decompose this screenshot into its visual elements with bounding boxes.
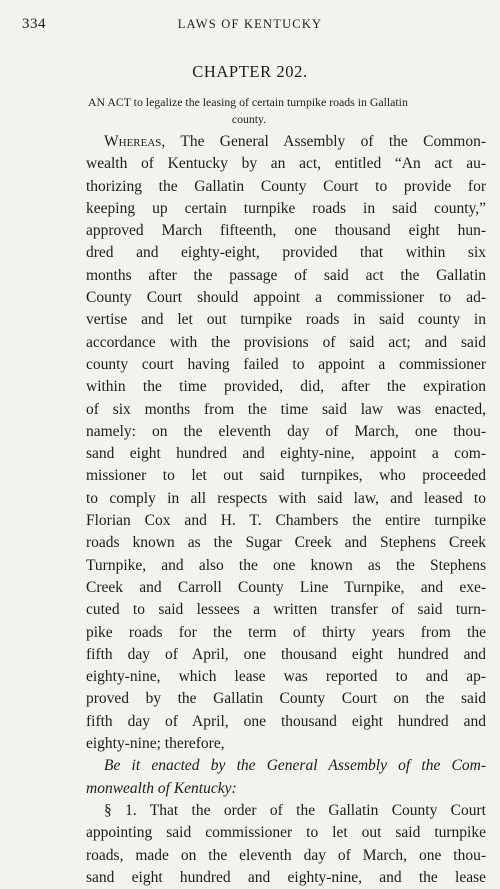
preamble-line: accordance with the provisions of said act; and said [86, 333, 486, 351]
section-line: appointing said commissioner to let out said turnpike [86, 824, 486, 842]
page-number: 334 [22, 16, 46, 32]
preamble-line: County Court should appoint a commissioner to ad- [86, 289, 486, 307]
section-line: § 1. That the order of the Gallatin County Court [104, 801, 486, 819]
preamble-line: approved March fifteenth, one thousand eight hun- [86, 222, 486, 240]
preamble-line: eighty-nine, which lease was reported to and ap- [86, 668, 486, 686]
preamble-line: months after the passage of said act the Gallatin [86, 266, 486, 284]
preamble-line: within the time provided, did, after the expiration [86, 378, 486, 396]
preamble-line: eighty-nine; therefore, [86, 735, 225, 753]
preamble-line: dred and eighty-eight, provided that within six [86, 244, 486, 262]
act-title-line-1: AN ACT to legalize the leasing of certain turnpike roads in Gallatin [88, 95, 408, 109]
preamble-line: pike roads for the term of thirty years from the [86, 623, 486, 641]
preamble-line: roads known as the Sugar Creek and Stephens Creek [86, 534, 486, 552]
preamble-line: vertise and let out turnpike roads in said county in [86, 311, 486, 329]
body-text [86, 131, 486, 889]
preamble-line: cuted to said lessees a written transfer of said turn- [86, 601, 486, 619]
preamble-line: thorizing the Gallatin County Court to provide for [86, 177, 486, 195]
whereas-word: Whereas, [104, 133, 166, 150]
preamble-line: of six months from the time said law was enacted, [86, 400, 486, 418]
running-title: LAWS OF KENTUCKY [177, 17, 323, 31]
act-title-line-2: county. [231, 112, 267, 126]
preamble-line: Turnpike, and also the one known as the Stephens [86, 556, 486, 574]
preamble-line: fifth day of April, one thousand eight hundred and [86, 712, 486, 730]
preamble-line: proved by the Gallatin County Court on the said [86, 690, 486, 708]
preamble-first-line [86, 131, 486, 153]
preamble-line: to comply in all respects with said law, and leased to [86, 489, 486, 507]
preamble-line: missioner to let out said turnpikes, who proceeded [86, 467, 486, 485]
chapter-heading: CHAPTER 202. [192, 62, 308, 81]
preamble-line: fifth day of April, one thousand eight hundred and [86, 645, 486, 663]
running-header [22, 16, 478, 36]
preamble-line: sand eight hundred and eighty-nine, appoint a com- [86, 445, 486, 463]
section-line: roads, made on the eleventh day of March, one thou- [86, 846, 486, 864]
preamble-line: wealth of Kentucky by an act, entitled “An act au- [86, 155, 486, 173]
preamble-line: county court having failed to appoint a commissioner [86, 355, 486, 373]
preamble-line: Florian Cox and H. T. Chambers the entire turnpike [86, 512, 486, 530]
preamble-line: The General Assembly of the Common- [165, 133, 486, 150]
act-title [88, 94, 480, 128]
preamble-line: namely: on the eleventh day of March, one thou- [86, 422, 486, 440]
section-line: sand eight hundred and eighty-nine, and the lease [86, 868, 486, 886]
preamble-line: Creek and Carroll County Line Turnpike, and exe- [86, 578, 486, 596]
enacting-clause-line: Be it enacted by the General Assembly of the Com- [104, 757, 486, 775]
enacting-clause-line: monwealth of Kentucky: [86, 779, 237, 797]
preamble-line: keeping up certain turnpike roads in said county,” [86, 199, 486, 217]
